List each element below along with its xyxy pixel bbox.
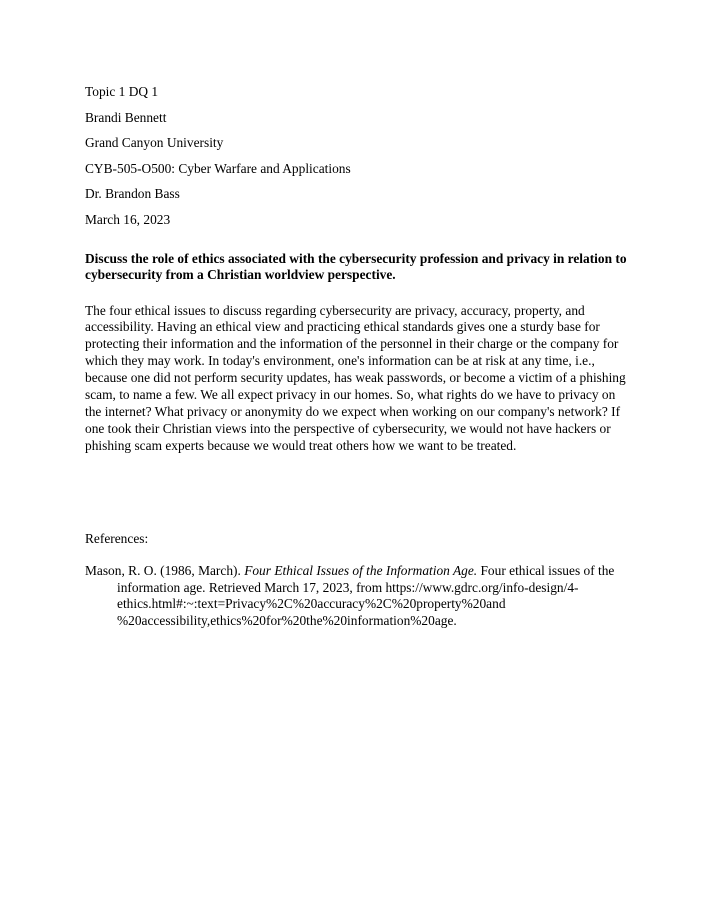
institution-name: Grand Canyon University: [85, 135, 224, 150]
document-header: [85, 0, 632, 228]
references-heading: References:: [85, 530, 149, 546]
discussion-prompt: Discuss the role of ethics associated with the cybersecurity profession and privacy in relation to cybersecurity from a Christian worldview perspective.: [85, 250, 627, 282]
reference-title: Four Ethical Issues of the Information Age.: [244, 562, 478, 578]
document-date: March 16, 2023: [85, 211, 171, 227]
assignment-title: Topic 1 DQ 1: [85, 84, 159, 99]
course-name: CYB-505-O500: Cyber Warfare and Applications: [85, 160, 351, 176]
reference-author-date: Mason, R. O. (1986, March).: [85, 562, 245, 578]
reference-entry: [85, 563, 632, 631]
body-paragraph: The four ethical issues to discuss regarding cybersecurity are privacy, accuracy, property, and accessibility. Having an ethical view and practicing ethical standards gives one a sturdy base for protecting their information and the information of the personnel in their charge or the company for which they may work. In today's environment, one's information can be at risk at any time, i.e., because one did not perform security updates, has weak passwords, or become a victim of a phishing scam, to name a few. We all expect privacy in our homes. So, what rights do we have to privacy on the internet? What privacy or anonymity do we expect when working on our company's network? If one took their Christian views into the perspective of cybersecurity, we would not have hackers or phishing scam experts because we would treat others how we want to be treated.: [85, 302, 626, 453]
reference-details: Four ethical issues of the information age. Retrieved March 17, 2023, from https://www.gdrc.org/info-design/4-ethics.html#:~:text=Privacy%2C%20accuracy%2C%20property%20and %20accessibility,ethics%20for%20the%20information%20age.: [117, 562, 615, 629]
instructor-name: Dr. Brandon Bass: [85, 186, 180, 201]
author-name: Brandi Bennett: [85, 109, 167, 125]
